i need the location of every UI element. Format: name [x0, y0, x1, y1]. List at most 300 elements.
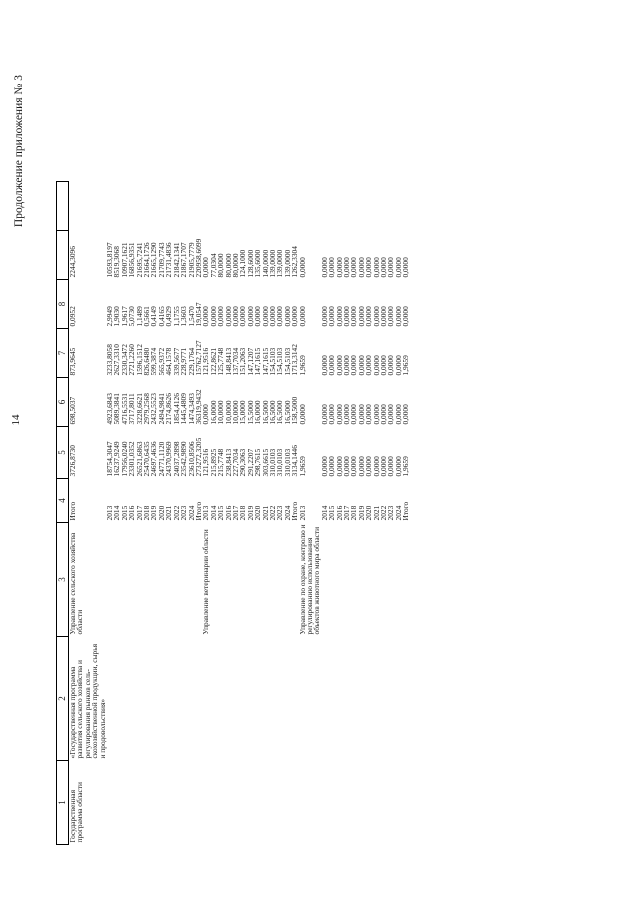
- extra-cell: 139,0000: [275, 249, 285, 278]
- spare-cell: [358, 182, 365, 231]
- executor-cell: [284, 523, 291, 637]
- executor-cell: [121, 523, 128, 637]
- regional-cell: 599,3874: [149, 347, 159, 376]
- federal-cell: 0,0000: [201, 404, 211, 425]
- local-cell: 1,5470: [186, 306, 196, 327]
- total-cell: 0,0000: [364, 456, 374, 477]
- local-cell: 1,9617: [119, 306, 129, 327]
- executor-cell: [136, 523, 143, 637]
- year-cell: 2013: [201, 505, 211, 521]
- program-cell: [350, 761, 357, 845]
- executor-cell: [365, 523, 372, 637]
- subprogram-cell: [202, 637, 209, 761]
- year-cell: 2014: [112, 505, 122, 521]
- federal-cell: 0,0000: [393, 404, 403, 425]
- year-cell: 2015: [216, 505, 226, 521]
- year-cell: 2013: [297, 505, 307, 521]
- local-cell: 0,0000: [282, 306, 292, 327]
- regional-cell: 151,2063: [238, 347, 248, 376]
- extra-cell: 0,0000: [349, 257, 359, 278]
- col-num-6: 6: [57, 378, 69, 427]
- budget-table: [56, 181, 410, 845]
- regional-cell: 0,0000: [349, 355, 359, 376]
- local-cell: 0,0000: [223, 306, 233, 327]
- col-num-5: 5: [57, 427, 69, 479]
- total-cell: 310,0103: [275, 448, 285, 477]
- year-cell: 2019: [245, 505, 255, 521]
- total-cell: 0,0000: [342, 456, 352, 477]
- year-cell: 2014: [319, 505, 329, 521]
- total-cell: 298,7615: [253, 448, 263, 477]
- federal-cell: 1474,3493: [186, 393, 196, 425]
- executor-cell: [143, 523, 150, 637]
- subprogram-cell: [188, 637, 195, 761]
- program-cell: [180, 761, 187, 845]
- regional-cell: 339,5677: [171, 347, 181, 376]
- federal-cell: 0,0000: [401, 404, 411, 425]
- year-cell: 2017: [230, 505, 240, 521]
- local-cell: 0,0000: [319, 306, 329, 327]
- program-cell: [343, 761, 350, 845]
- extra-cell: 80,0000: [230, 253, 240, 278]
- extra-cell: 0,0000: [201, 257, 211, 278]
- total-cell: 215,7748: [216, 448, 226, 477]
- spare-cell: [262, 182, 269, 231]
- federal-cell: 3228,6621: [134, 393, 144, 425]
- extra-cell: 77,0304: [208, 253, 218, 278]
- program-cell: [291, 761, 298, 845]
- program-cell: [358, 761, 365, 845]
- spare-cell: [247, 182, 254, 231]
- regional-cell: 148,8413: [223, 347, 233, 376]
- total-cell: 303,6615: [260, 448, 270, 477]
- spare-cell: [69, 182, 107, 231]
- program-cell: [113, 761, 120, 845]
- federal-cell: 0,0000: [356, 404, 366, 425]
- year-cell: 2015: [119, 505, 129, 521]
- executor-cell: [113, 523, 120, 637]
- total-cell: 23542,9890: [179, 441, 189, 477]
- year-cell: 2013: [105, 505, 115, 521]
- col-num-3: 3: [57, 523, 69, 637]
- executor-cell: Управление ветеринарии области: [201, 529, 211, 635]
- regional-cell: 121,9516: [201, 347, 211, 376]
- total-cell: 310,0103: [282, 448, 292, 477]
- regional-cell: 464,1578: [164, 347, 174, 376]
- subprogram-cell: [387, 637, 394, 761]
- executor-cell: Управление сельского хозяйства области: [68, 532, 85, 635]
- local-cell: 0,0000: [401, 306, 411, 327]
- total-cell: 23610,8506: [186, 441, 196, 477]
- regional-cell: 228,9771: [179, 347, 189, 376]
- executor-cell: [262, 523, 269, 637]
- program-cell: [143, 761, 150, 845]
- local-cell: 0,0000: [371, 306, 381, 327]
- extra-cell: 21731,4836: [164, 242, 174, 278]
- local-cell: 0,0000: [342, 306, 352, 327]
- program-cell: [225, 761, 232, 845]
- program-cell: [284, 761, 291, 845]
- total-cell: 16237,9249: [112, 441, 122, 477]
- subprogram-cell: [373, 637, 380, 761]
- regional-cell: 0,0000: [334, 355, 344, 376]
- federal-cell: 0,0000: [327, 404, 337, 425]
- extra-cell: 139,0000: [267, 249, 277, 278]
- program-cell: [217, 761, 224, 845]
- spare-cell: [276, 182, 283, 231]
- year-cell: 2018: [142, 505, 152, 521]
- subprogram-cell: [106, 637, 113, 761]
- year-cell: 2016: [334, 505, 344, 521]
- total-cell: 291,2207: [245, 448, 255, 477]
- spare-cell: [365, 182, 372, 231]
- column-number-row: [57, 182, 69, 845]
- year-cell: 2022: [379, 505, 389, 521]
- extra-cell: 21867,1707: [179, 242, 189, 278]
- extra-cell: 21842,1341: [171, 242, 181, 278]
- total-cell: 24037,2898: [171, 441, 181, 477]
- regional-cell: 0,0000: [393, 355, 403, 376]
- spare-cell: [217, 182, 224, 231]
- subprogram-cell: [328, 637, 335, 761]
- executor-cell: [402, 523, 409, 637]
- executor-cell: [188, 523, 195, 637]
- extra-cell: 139,0000: [282, 249, 292, 278]
- program-cell: [276, 761, 283, 845]
- executor-cell: [254, 523, 261, 637]
- year-cell: 2018: [238, 505, 248, 521]
- extra-cell: 2244,3096: [68, 246, 77, 278]
- program-cell: [128, 761, 135, 845]
- executor-cell: [210, 523, 217, 637]
- local-cell: 19,0547: [193, 302, 203, 327]
- federal-cell: 0,0000: [386, 404, 396, 425]
- local-cell: 5,0730: [127, 306, 137, 327]
- subprogram-cell: [350, 637, 357, 761]
- executor-cell: [387, 523, 394, 637]
- regional-cell: 0,0000: [371, 355, 381, 376]
- regional-cell: 0,0000: [386, 355, 396, 376]
- subprogram-cell: [365, 637, 372, 761]
- regional-cell: 0,0000: [319, 355, 329, 376]
- local-cell: 0,4149: [149, 306, 159, 327]
- program-cell: [247, 761, 254, 845]
- local-cell: 0,0000: [349, 306, 359, 327]
- federal-cell: 16,0000: [208, 400, 218, 425]
- federal-cell: 0,0000: [297, 404, 307, 425]
- total-cell: 273272,3205: [193, 437, 203, 477]
- extra-cell: 0,0000: [371, 257, 381, 278]
- total-cell: 0,0000: [327, 456, 337, 477]
- local-cell: 0,0000: [208, 306, 218, 327]
- spare-cell: [180, 182, 187, 231]
- regional-cell: 873,9645: [68, 347, 77, 376]
- local-cell: 1,1755: [171, 306, 181, 327]
- table-row: [69, 182, 107, 845]
- program-cell: [158, 761, 165, 845]
- federal-cell: 2432,5523: [149, 393, 159, 425]
- total-cell: 0,0000: [319, 456, 329, 477]
- subprogram-cell: [358, 637, 365, 761]
- spare-cell: [395, 182, 402, 231]
- executor-cell: [328, 523, 335, 637]
- col-num-spare: [57, 231, 69, 280]
- spare-cell: [350, 182, 357, 231]
- year-cell: 2019: [149, 505, 159, 521]
- local-cell: 1,1489: [134, 306, 144, 327]
- program-cell: [121, 761, 128, 845]
- program-cell: [202, 761, 209, 845]
- total-cell: 26521,6863: [134, 441, 144, 477]
- federal-cell: 1854,4126: [171, 393, 181, 425]
- spare-cell: [269, 182, 276, 231]
- table-row: [402, 182, 409, 845]
- federal-cell: 16,5000: [260, 400, 270, 425]
- total-cell: 1,9659: [401, 456, 411, 477]
- executor-cell: [165, 523, 172, 637]
- spare-cell: [343, 182, 350, 231]
- federal-cell: 16,5000: [282, 400, 292, 425]
- extra-cell: 0,0000: [297, 257, 307, 278]
- local-cell: 0,0000: [334, 306, 344, 327]
- local-cell: 0,0000: [201, 306, 211, 327]
- program-cell: [262, 761, 269, 845]
- extra-cell: 0,0000: [379, 257, 389, 278]
- executor-cell: [269, 523, 276, 637]
- program-cell: [195, 761, 202, 845]
- year-cell: 2019: [356, 505, 366, 521]
- program-cell: [380, 761, 387, 845]
- extra-cell: 80,0000: [223, 253, 233, 278]
- executor-cell: [247, 523, 254, 637]
- subprogram-cell: [343, 637, 350, 761]
- executor-cell: [158, 523, 165, 637]
- federal-cell: 16,5000: [275, 400, 285, 425]
- regional-cell: 229,1764: [186, 347, 196, 376]
- extra-cell: 0,0000: [356, 257, 366, 278]
- regional-cell: 147,1615: [253, 347, 263, 376]
- subprogram-cell: [402, 637, 409, 761]
- total-cell: 0,0000: [379, 456, 389, 477]
- program-cell: [188, 761, 195, 845]
- federal-cell: 0,0000: [349, 404, 359, 425]
- regional-cell: 2627,3310: [112, 344, 122, 376]
- executor-cell: [173, 523, 180, 637]
- regional-cell: 1596,1512: [134, 344, 144, 376]
- spare-cell: [254, 182, 261, 231]
- local-cell: 0,4929: [164, 306, 174, 327]
- federal-cell: 698,5037: [68, 396, 77, 425]
- subprogram-cell: [336, 637, 343, 761]
- regional-cell: 1,9659: [297, 355, 307, 376]
- program-cell: [136, 761, 143, 845]
- local-cell: 0,0000: [386, 306, 396, 327]
- col-num-8: 8: [57, 280, 69, 329]
- total-cell: 0,0000: [386, 456, 396, 477]
- program-cell: [395, 761, 402, 845]
- total-cell: 0,0000: [371, 456, 381, 477]
- total-cell: 0,0000: [356, 456, 366, 477]
- table-body: [57, 182, 410, 845]
- program-cell: [402, 761, 409, 845]
- executor-cell: [380, 523, 387, 637]
- regional-cell: 137,7034: [230, 347, 240, 376]
- spare-cell: [225, 182, 232, 231]
- regional-cell: 154,5103: [282, 347, 292, 376]
- regional-cell: 0,0000: [356, 355, 366, 376]
- extra-cell: 10593,8197: [105, 242, 115, 278]
- spare-cell: [188, 182, 195, 231]
- regional-cell: 1,9659: [401, 355, 411, 376]
- federal-cell: 10,0000: [216, 400, 226, 425]
- year-cell: 2015: [327, 505, 337, 521]
- program-cell: [336, 761, 343, 845]
- spare-cell: [173, 182, 180, 231]
- local-cell: 0,0952: [68, 306, 77, 327]
- federal-cell: 10,0000: [223, 400, 233, 425]
- regional-cell: 3233,8058: [105, 344, 115, 376]
- total-cell: 0,0000: [393, 456, 403, 477]
- program-cell: Государственная программа области: [68, 782, 85, 843]
- federal-cell: 0,0000: [379, 404, 389, 425]
- year-cell: 2020: [156, 505, 166, 521]
- program-cell: [373, 761, 380, 845]
- local-cell: 0,0000: [275, 306, 285, 327]
- local-cell: 1,9030: [112, 306, 122, 327]
- spare-cell: [299, 182, 321, 231]
- year-cell: 2017: [342, 505, 352, 521]
- subprogram-cell: «Государственная программа развития сельского хозяйства и регулирования рынков сель-скохозяйственной продукции, сырья и продовольствия»: [68, 644, 107, 759]
- executor-cell: [128, 523, 135, 637]
- total-cell: 24771,1120: [156, 441, 166, 477]
- total-cell: 227,7034: [230, 448, 240, 477]
- spare-cell: [143, 182, 150, 231]
- subprogram-cell: [150, 637, 157, 761]
- regional-cell: 147,1615: [260, 347, 270, 376]
- spare-cell: [402, 182, 409, 231]
- regional-cell: 0,0000: [364, 355, 374, 376]
- local-cell: 0,0000: [230, 306, 240, 327]
- year-cell: 2016: [127, 505, 137, 521]
- table-row: [299, 182, 321, 845]
- program-cell: [106, 761, 113, 845]
- col-num-2: 2: [57, 637, 69, 761]
- federal-cell: 0,0000: [364, 404, 374, 425]
- local-cell: 0,0000: [356, 306, 366, 327]
- subprogram-cell: [276, 637, 283, 761]
- subprogram-cell: [121, 637, 128, 761]
- subprogram-cell: [180, 637, 187, 761]
- subprogram-cell: [395, 637, 402, 761]
- federal-cell: 36319,9432: [193, 389, 203, 425]
- executor-cell: [225, 523, 232, 637]
- year-cell: 2024: [186, 505, 196, 521]
- col-num-1: 1: [57, 761, 69, 845]
- subprogram-cell: [299, 637, 321, 761]
- executor-cell: [321, 523, 328, 637]
- regional-cell: 1713,3142: [290, 344, 300, 376]
- extra-cell: 21905,7779: [186, 242, 196, 278]
- executor-cell: Управление по охране, контролю и регулированию использования объектов животного мира области: [297, 524, 322, 635]
- federal-cell: 0,0000: [319, 404, 329, 425]
- total-cell: 24370,9969: [164, 441, 174, 477]
- local-cell: 0,0000: [297, 306, 307, 327]
- page-number: 14: [10, 414, 22, 426]
- year-cell: 2017: [134, 505, 144, 521]
- subprogram-cell: [113, 637, 120, 761]
- subprogram-cell: [239, 637, 246, 761]
- program-cell: [239, 761, 246, 845]
- local-cell: 0,0000: [290, 306, 300, 327]
- regional-cell: 122,8621: [208, 347, 218, 376]
- subprogram-cell: [195, 637, 202, 761]
- federal-cell: 2979,2568: [142, 393, 152, 425]
- local-cell: 0,0000: [379, 306, 389, 327]
- subprogram-cell: [291, 637, 298, 761]
- year-cell: 2022: [171, 505, 181, 521]
- total-cell: 17956,0240: [119, 441, 129, 477]
- total-cell: 1,9659: [297, 456, 307, 477]
- regional-cell: 0,0000: [342, 355, 352, 376]
- total-cell: 24697,4636: [149, 441, 159, 477]
- subprogram-cell: [232, 637, 239, 761]
- year-cell: 2016: [223, 505, 233, 521]
- subprogram-cell: [254, 637, 261, 761]
- executor-cell: [395, 523, 402, 637]
- program-cell: [254, 761, 261, 845]
- regional-cell: 2330,3472: [119, 344, 129, 376]
- year-cell: 2024: [393, 505, 403, 521]
- spare-cell: [336, 182, 343, 231]
- program-cell: [365, 761, 372, 845]
- local-cell: 0,0000: [260, 306, 270, 327]
- executor-cell: [358, 523, 365, 637]
- total-cell: 23301,0352: [127, 441, 137, 477]
- extra-cell: 21665,1290: [149, 242, 159, 278]
- local-cell: 2,9949: [105, 306, 115, 327]
- program-cell: [173, 761, 180, 845]
- subprogram-cell: [247, 637, 254, 761]
- local-cell: 1,3603: [179, 306, 189, 327]
- total-cell: 290,3063: [238, 448, 248, 477]
- subprogram-cell: [136, 637, 143, 761]
- spare-cell: [328, 182, 335, 231]
- total-cell: 3726,8730: [68, 445, 77, 477]
- subprogram-cell: [321, 637, 328, 761]
- spare-cell: [291, 182, 298, 231]
- program-cell: [299, 761, 321, 845]
- subprogram-cell: [217, 637, 224, 761]
- appendix-title: Продолжение приложения № 3: [13, 75, 25, 228]
- local-cell: 0,0000: [393, 306, 403, 327]
- federal-cell: 2174,8626: [164, 393, 174, 425]
- spare-cell: [210, 182, 217, 231]
- year-cell: 2014: [208, 505, 218, 521]
- year-cell: 2020: [253, 505, 263, 521]
- spare-cell: [113, 182, 120, 231]
- spare-cell: [150, 182, 157, 231]
- local-cell: 0,0000: [364, 306, 374, 327]
- year-cell: 2021: [371, 505, 381, 521]
- extra-cell: 8519,3068: [112, 246, 122, 278]
- program-cell: [387, 761, 394, 845]
- extra-cell: 0,0000: [327, 257, 337, 278]
- col-num-7: 7: [57, 329, 69, 378]
- spare-cell: [321, 182, 328, 231]
- program-cell: [165, 761, 172, 845]
- extra-cell: 80,0000: [216, 253, 226, 278]
- total-cell: 238,8413: [223, 448, 233, 477]
